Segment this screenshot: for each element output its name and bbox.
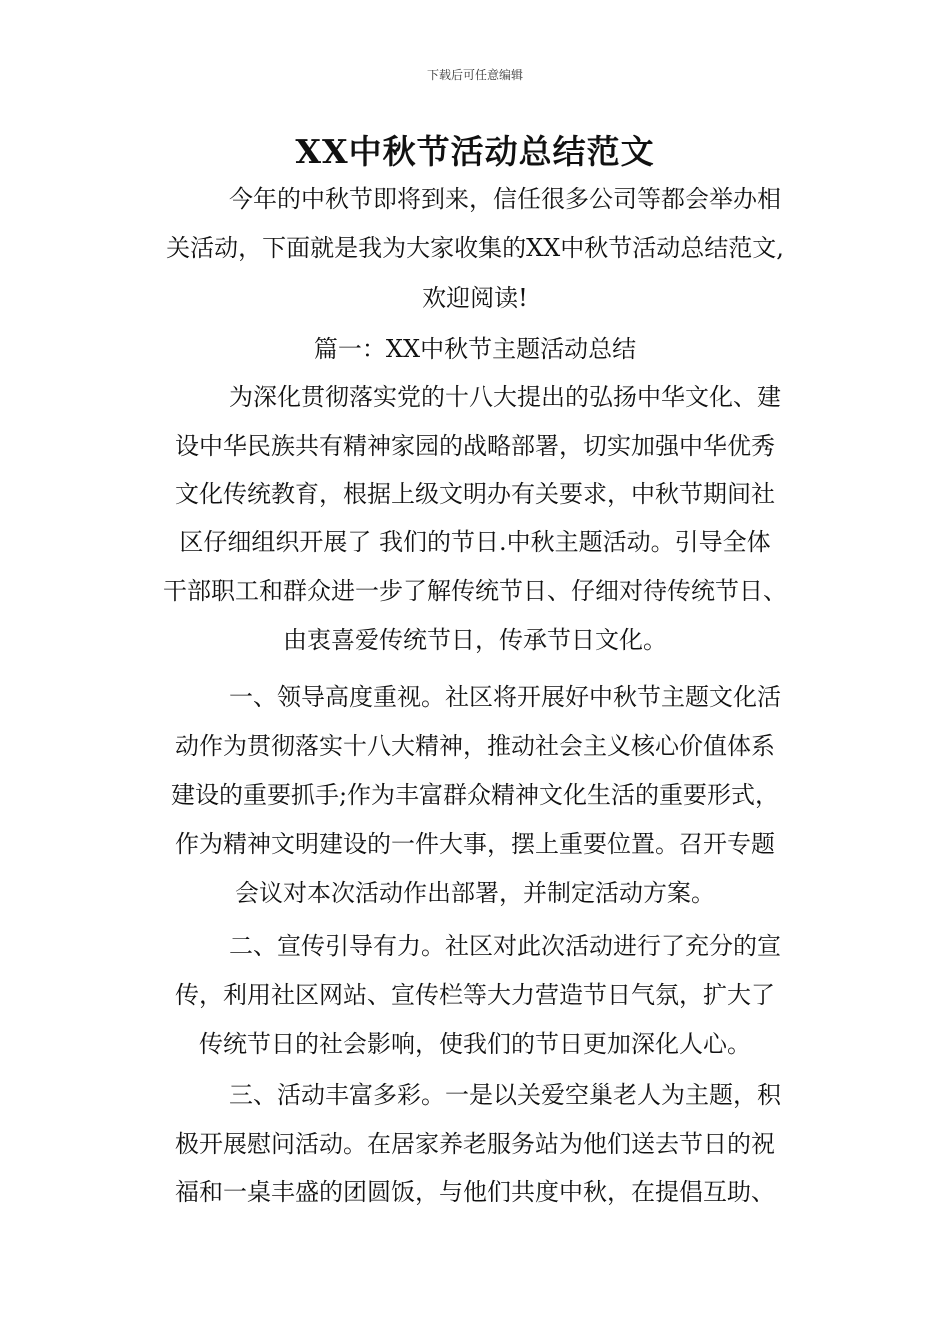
text-line-1: 今年的中秋节即将到来，信任很多公司等都会举办相 xyxy=(229,185,781,213)
text-line-7: 文化传统教育，根据上级文明办有关要求，中秋节期间社 xyxy=(175,480,775,508)
text-line-18: 传统节日的社会影响，使我们的节日更加深化人心。 xyxy=(199,1030,751,1058)
text-line-13: 建设的重要抓手;作为丰富群众精神文化生活的重要形式， xyxy=(170,781,780,809)
text-line-20: 极开展慰问活动。在居家养老服务站为他们送去节日的祝 xyxy=(175,1130,775,1158)
text-line-8: 区仔细组织开展了 我们的节日.中秋主题活动。引导全体 xyxy=(179,528,771,556)
page-header: 下载后可任意编辑 xyxy=(426,68,523,82)
text-line-21: 福和一桌丰盛的团圆饭，与他们共度中秋，在提倡互助、 xyxy=(175,1178,775,1206)
text-line-15: 会议对本次活动作出部署，并制定活动方案。 xyxy=(235,879,715,907)
text-line-2: 关活动，下面就是我为大家收集的XX中秋节活动总结范文, xyxy=(166,234,784,262)
text-line-19: 三、活动丰富多彩。一是以关爱空巢老人为主题，积 xyxy=(229,1081,781,1109)
text-line-17: 传，利用社区网站、宣传栏等大力营造节日气氛，扩大了 xyxy=(175,981,775,1009)
text-line-9: 干部职工和群众进一步了解传统节日、仔细对待传统节日、 xyxy=(163,577,787,605)
text-line-6: 设中华民族共有精神家园的战略部署，切实加强中华优秀 xyxy=(175,432,775,460)
section-heading-1: 篇一：XX中秋节主题活动总结 xyxy=(313,335,637,363)
text-line-5: 为深化贯彻落实党的十八大提出的弘扬中华文化、建 xyxy=(229,383,781,411)
text-line-14: 作为精神文明建设的一件大事，摆上重要位置。召开专题 xyxy=(175,830,775,858)
text-line-11: 一、领导高度重视。社区将开展好中秋节主题文化活 xyxy=(229,683,781,711)
text-line-16: 二、宣传引导有力。社区对此次活动进行了充分的宣 xyxy=(229,932,781,960)
text-line-3: 欢迎阅读! xyxy=(422,284,528,312)
document-title: XX中秋节活动总结范文 xyxy=(295,132,655,171)
text-line-10: 由衷喜爱传统节日，传承节日文化。 xyxy=(283,626,667,654)
text-line-12: 动作为贯彻落实十八大精神，推动社会主义核心价值体系 xyxy=(175,732,775,760)
